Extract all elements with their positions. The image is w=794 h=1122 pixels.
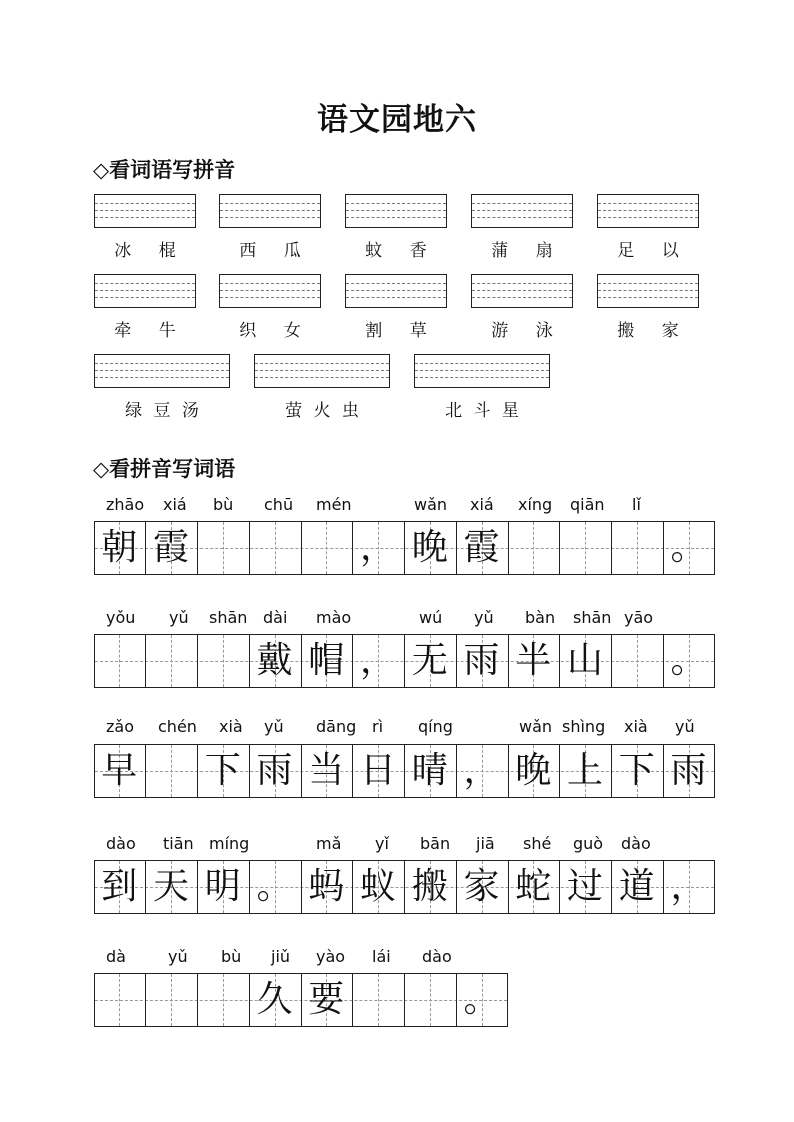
pinyin-answer-box[interactable]	[597, 274, 699, 308]
word-label: 牵 牛	[114, 321, 176, 341]
blank-character-cell[interactable]	[197, 635, 249, 687]
pinyin-answer-box[interactable]	[254, 354, 390, 388]
pinyin-syllable: xiá	[470, 495, 494, 514]
pinyin-answer-box[interactable]	[94, 194, 196, 228]
pinyin-guide-line	[95, 290, 195, 291]
given-character: ，	[359, 527, 396, 568]
pinyin-syllable: dài	[263, 608, 288, 627]
pinyin-guide-line	[346, 290, 446, 291]
blank-character-cell[interactable]	[197, 974, 249, 1026]
pinyin-guide-line	[346, 210, 446, 211]
pinyin-syllable: jiā	[476, 834, 495, 853]
word-label: 萤 火 虫	[285, 401, 359, 421]
given-character: 家	[463, 866, 500, 907]
pinyin-syllable: dào	[106, 834, 136, 853]
pinyin-syllable: mǎ	[316, 834, 342, 853]
pinyin-syllable: xíng	[518, 495, 553, 514]
pinyin-syllable: wǎn	[414, 495, 448, 514]
blank-character-cell[interactable]	[508, 522, 560, 574]
pinyin-syllable: chén	[158, 717, 197, 736]
pinyin-guide-line	[346, 217, 446, 218]
pinyin-guide-line	[95, 377, 229, 378]
given-character: 蚁	[359, 866, 396, 907]
pinyin-syllable: dào	[422, 947, 452, 966]
pinyin-syllable: yǔ	[169, 608, 189, 627]
pinyin-syllable: xià	[219, 717, 243, 736]
given-character: 明	[204, 866, 241, 907]
pinyin-guide-line	[95, 297, 195, 298]
pinyin-syllable: shé	[523, 834, 552, 853]
pinyin-guide-line	[415, 363, 549, 364]
pinyin-syllable: qíng	[418, 717, 453, 736]
pinyin-syllable: yǒu	[106, 608, 136, 627]
pinyin-answer-box[interactable]	[219, 194, 321, 228]
word-label: 搬 家	[617, 321, 679, 341]
pinyin-syllable: yǔ	[168, 947, 188, 966]
given-character: 。	[670, 527, 707, 568]
tianzige-grid	[94, 744, 715, 798]
pinyin-syllable: bān	[420, 834, 451, 853]
given-character: 过	[566, 866, 603, 907]
blank-character-cell[interactable]	[352, 974, 404, 1026]
pinyin-syllable: qiān	[570, 495, 605, 514]
blank-character-cell[interactable]	[145, 745, 197, 797]
pinyin-guide-line	[472, 203, 572, 204]
pinyin-syllable: wǎn	[519, 717, 553, 736]
pinyin-guide-line	[220, 297, 320, 298]
word-label: 北 斗 星	[445, 401, 519, 421]
pinyin-syllable: mào	[316, 608, 352, 627]
blank-character-cell[interactable]	[611, 635, 663, 687]
page-title: 语文园地六	[317, 102, 477, 138]
given-character: 。	[256, 866, 293, 907]
pinyin-syllable: tiān	[163, 834, 194, 853]
pinyin-syllable: xià	[624, 717, 648, 736]
given-character: 日	[359, 750, 396, 791]
pinyin-answer-box[interactable]	[414, 354, 550, 388]
blank-character-cell[interactable]	[611, 522, 663, 574]
word-label: 足 以	[617, 241, 679, 261]
pinyin-guide-line	[95, 363, 229, 364]
word-label: 西 瓜	[239, 241, 301, 261]
given-character: 下	[618, 750, 655, 791]
pinyin-guide-line	[95, 210, 195, 211]
section-heading-write-words: ◇看拼音写词语	[93, 456, 236, 481]
given-character: 帽	[308, 640, 345, 681]
pinyin-guide-line	[598, 290, 698, 291]
pinyin-syllable: yǔ	[474, 608, 494, 627]
pinyin-guide-line	[220, 217, 320, 218]
given-character: 久	[256, 979, 293, 1020]
given-character: 搬	[411, 866, 448, 907]
pinyin-guide-line	[346, 283, 446, 284]
given-character: 晚	[411, 527, 448, 568]
pinyin-syllable: lǐ	[632, 495, 641, 514]
pinyin-guide-line	[95, 370, 229, 371]
pinyin-guide-line	[95, 203, 195, 204]
word-label: 蚊 香	[365, 241, 427, 261]
given-character: 上	[566, 750, 603, 791]
given-character: 蛇	[515, 866, 552, 907]
pinyin-guide-line	[255, 377, 389, 378]
given-character: 无	[411, 640, 448, 681]
tianzige-grid	[94, 521, 715, 575]
pinyin-guide-line	[95, 217, 195, 218]
pinyin-guide-line	[472, 283, 572, 284]
given-character: 霞	[463, 527, 500, 568]
pinyin-answer-box[interactable]	[345, 194, 447, 228]
pinyin-answer-box[interactable]	[94, 274, 196, 308]
given-character: 。	[670, 640, 707, 681]
pinyin-syllable: chū	[264, 495, 294, 514]
pinyin-syllable: shān	[209, 608, 248, 627]
pinyin-answer-box[interactable]	[597, 194, 699, 228]
blank-character-cell[interactable]	[145, 974, 197, 1026]
pinyin-guide-line	[255, 370, 389, 371]
pinyin-guide-line	[598, 297, 698, 298]
given-character: 戴	[256, 640, 293, 681]
pinyin-guide-line	[220, 290, 320, 291]
given-character: 当	[308, 750, 345, 791]
tianzige-grid	[94, 860, 715, 914]
pinyin-guide-line	[598, 217, 698, 218]
word-label: 绿 豆 汤	[125, 401, 199, 421]
pinyin-guide-line	[598, 210, 698, 211]
given-character: 天	[152, 866, 189, 907]
pinyin-syllable: dào	[621, 834, 651, 853]
given-character: 朝	[101, 527, 138, 568]
given-character: 晴	[411, 750, 448, 791]
pinyin-syllable: yǔ	[675, 717, 695, 736]
given-character: 半	[515, 640, 552, 681]
blank-character-cell[interactable]	[94, 635, 146, 687]
pinyin-syllable: lái	[372, 947, 391, 966]
pinyin-guide-line	[472, 217, 572, 218]
pinyin-syllable: xiá	[163, 495, 187, 514]
given-character: 霞	[152, 527, 189, 568]
blank-character-cell[interactable]	[249, 522, 301, 574]
pinyin-syllable: wú	[419, 608, 443, 627]
pinyin-syllable: dà	[106, 947, 126, 966]
pinyin-syllable: dāng	[316, 717, 357, 736]
tianzige-grid	[94, 634, 715, 688]
pinyin-syllable: zǎo	[106, 717, 134, 736]
pinyin-syllable: guò	[573, 834, 604, 853]
given-character: 到	[101, 866, 138, 907]
pinyin-syllable: mén	[316, 495, 352, 514]
pinyin-guide-line	[95, 283, 195, 284]
word-label: 游 泳	[491, 321, 553, 341]
pinyin-guide-line	[598, 203, 698, 204]
pinyin-guide-line	[220, 203, 320, 204]
given-character: ，	[670, 866, 707, 907]
pinyin-guide-line	[220, 283, 320, 284]
pinyin-syllable: yāo	[624, 608, 654, 627]
given-character: 蚂	[308, 866, 345, 907]
pinyin-answer-box[interactable]	[345, 274, 447, 308]
section-heading-write-pinyin: ◇看词语写拼音	[93, 157, 236, 182]
pinyin-guide-line	[472, 290, 572, 291]
given-character: 晚	[515, 750, 552, 791]
word-label: 割 草	[365, 321, 427, 341]
pinyin-syllable: yǐ	[375, 834, 389, 853]
pinyin-syllable: zhāo	[106, 495, 145, 514]
pinyin-guide-line	[346, 203, 446, 204]
blank-character-cell[interactable]	[301, 522, 353, 574]
pinyin-syllable: yǔ	[264, 717, 284, 736]
given-character: 道	[618, 866, 655, 907]
word-label: 织 女	[239, 321, 301, 341]
given-character: 雨	[670, 750, 707, 791]
pinyin-syllable: jiǔ	[271, 947, 291, 966]
word-label: 蒲 扇	[491, 241, 553, 261]
given-character: 山	[566, 640, 603, 681]
blank-character-cell[interactable]	[145, 635, 197, 687]
pinyin-guide-line	[220, 210, 320, 211]
pinyin-syllable: bù	[213, 495, 234, 514]
pinyin-guide-line	[415, 370, 549, 371]
pinyin-answer-box[interactable]	[219, 274, 321, 308]
pinyin-guide-line	[472, 210, 572, 211]
blank-character-cell[interactable]	[197, 522, 249, 574]
pinyin-syllable: yào	[316, 947, 346, 966]
pinyin-answer-box[interactable]	[94, 354, 230, 388]
blank-character-cell[interactable]	[559, 522, 611, 574]
blank-character-cell[interactable]	[94, 974, 146, 1026]
given-character: ，	[463, 750, 500, 791]
pinyin-syllable: bù	[221, 947, 242, 966]
word-label: 冰 棍	[114, 241, 176, 261]
pinyin-guide-line	[598, 283, 698, 284]
pinyin-syllable: bàn	[525, 608, 556, 627]
pinyin-guide-line	[255, 363, 389, 364]
pinyin-syllable: shìng	[562, 717, 606, 736]
blank-character-cell[interactable]	[404, 974, 456, 1026]
pinyin-syllable: rì	[372, 717, 384, 736]
pinyin-guide-line	[346, 297, 446, 298]
pinyin-syllable: shān	[573, 608, 612, 627]
pinyin-guide-line	[472, 297, 572, 298]
pinyin-syllable: míng	[209, 834, 250, 853]
given-character: 雨	[463, 640, 500, 681]
given-character: 早	[101, 750, 138, 791]
pinyin-answer-box[interactable]	[471, 194, 573, 228]
given-character: ，	[359, 640, 396, 681]
given-character: 要	[308, 979, 345, 1020]
given-character: 。	[463, 979, 500, 1020]
pinyin-answer-box[interactable]	[471, 274, 573, 308]
given-character: 下	[204, 750, 241, 791]
pinyin-guide-line	[415, 377, 549, 378]
tianzige-grid	[94, 973, 508, 1027]
given-character: 雨	[256, 750, 293, 791]
